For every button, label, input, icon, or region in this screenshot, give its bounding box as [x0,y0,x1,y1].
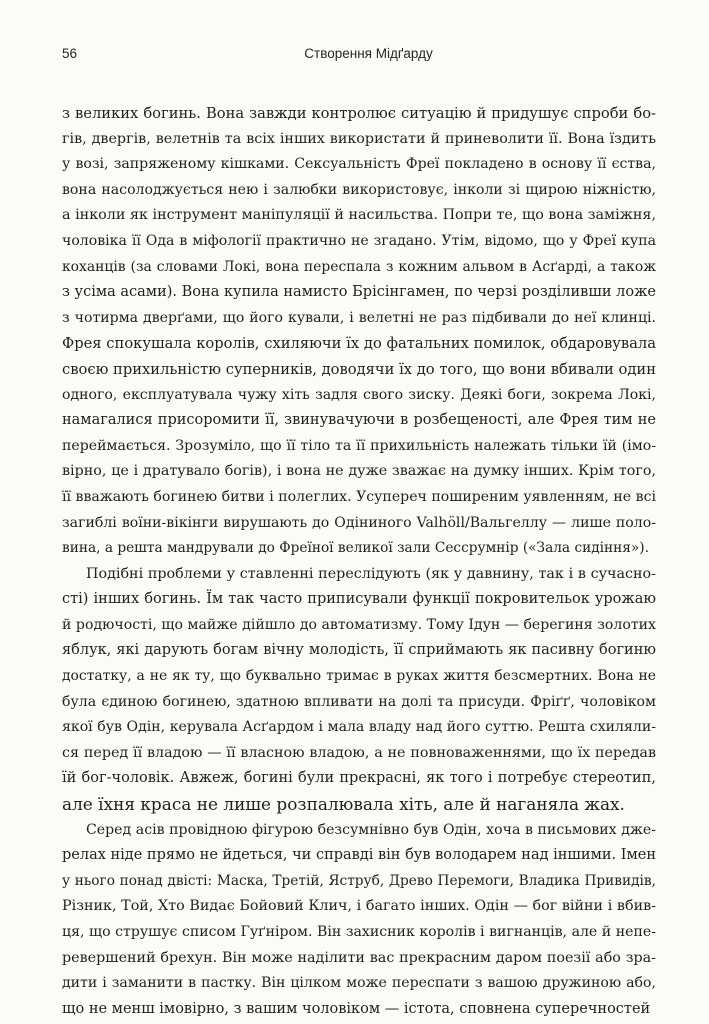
paragraph [62,818,656,1023]
text-line: своєю прихильністю суперників, доводячи їх до того, що вони вбивали один [62,360,656,378]
text-line: Фрея спокушала королів, схиляючи їх до фатальних помилок, обдаровувала [62,335,656,353]
text-line: достатку, а не як ту, що буквально тримає в руках життя безсмертних. Вона не [62,668,656,685]
running-head [62,46,665,66]
page-number: 56 [62,46,78,61]
text-line: Серед асів провідною фігурою безсумнівно був Одін, хоча в письмових дже- [86,821,656,838]
text-line: Подібні проблеми у ставленні переслідують (як у давнину, так і в сучасно- [86,565,656,582]
text-line: у нього понад двісті: Маска, Третій, Яструб, Древо Перемоги, Владика Привидів, [62,872,656,889]
text-line: релах ніде прямо не йдеться, чи справді він був володарем над іншими. Імен [62,847,656,864]
text-line: одного, експлуатувала чужу хіть задля свого зиску. Деякі боги, зокрема Локі, [62,386,656,403]
paragraph [62,562,656,818]
text-line: загиблі воїни-вікінги вирушають до Одіниного Valhöll/Вальгеллу — лише поло- [62,514,656,531]
text-line: сті) інших богинь. Їм так часто приписували функції покровительок урожаю [62,591,656,608]
text-line: намагалися присоромити її, звинувачуючи в розбещеності, але Фрея тим не [62,412,656,429]
text-line: чоловіка її Ода в міфології практично не згадано. Утім, відомо, що у Фреї купа [62,232,656,249]
text-line: яблук, які дарують богам вічну молодість, її сприймають як пасивну богиню [62,642,656,659]
text-line: ся перед її владою — її власною владою, а не повноваженнями, що їх передав [62,744,656,761]
chapter-title: Створення Мідґарду [304,46,433,61]
text-line: ця, що струшує списом Гуґніром. Він захисник королів і вигнанців, але й непе- [62,924,656,940]
text-line: з усіма асами). Вона купила намисто Брісінгамен, по черзі розділивши ложе [62,284,656,301]
text-line: коханців (за словами Локі, вона переспала з кожним альвом в Асґарді, а також [62,258,656,275]
body-text [62,101,656,1022]
text-line: їй бог-чоловік. Авжеж, богині були прекрасні, як того і потребує стереотип, [62,770,656,787]
text-line: Різник, Той, Хто Видає Бойовий Клич, і багато інших. Одін — бог війни і вбив- [62,898,656,915]
text-line: але їхня краса не лише розпалювала хіть, але й наганяла жах. [62,794,625,815]
text-line: й родючості, що майже дійшло до автоматизму. Тому Ідун — берегиня золотих [62,616,656,633]
text-line: у возі, запряженому кішками. Сексуальність Фреї покладено в основу її єства, [62,156,656,173]
text-line: її вважають богинею битви і полеглих. Усупереч поширеним уявленням, не всі [62,488,656,505]
text-line: вина, а решта мандрували до Фреїної великої зали Сессрумнір («Зала сидіння»). [62,540,649,557]
text-line: з великих богинь. Вона завжди контролює ситуацію й придушує спроби бо- [62,105,656,122]
text-line: гів, двергів, велетнів та всіх інших використати й приневолити її. Вона їздить [62,130,656,147]
text-line: вона насолоджується нею і залюбки використовує, інколи зі щирою ніжністю, [62,181,656,198]
text-line: а інколи як інструмент маніпуляції й насильства. Попри те, що вона заміжня, [62,207,656,224]
text-line: що не менш імовірно, з вашим чоловіком — істота, сповнена суперечностей [62,1000,651,1017]
paragraph [62,101,656,562]
text-line: якої був Одін, керувала Асґардом і мала владу над його суттю. Решта схиляли- [62,719,656,736]
text-line: ревершений брехун. Він може наділити вас прекрасним даром поезії або зра- [62,949,656,966]
text-line: дити і заманити в пастку. Він цілком може переспати з вашою дружиною або, [62,975,656,992]
text-line: була єдиною богинею, здатною впливати на долі та присуди. Фріґґ, чоловіком [62,693,656,710]
text-line: вірно, це і дратувало богів), і вона не дуже зважає на думку інших. Крім того, [62,463,656,480]
text-line: з чотирма дверґами, що його кували, і велетні не раз підбивали до неї клинці. [62,309,656,326]
text-line: переймається. Зрозуміло, що її тіло та її прихильність належать тільки їй (імо- [62,437,656,454]
